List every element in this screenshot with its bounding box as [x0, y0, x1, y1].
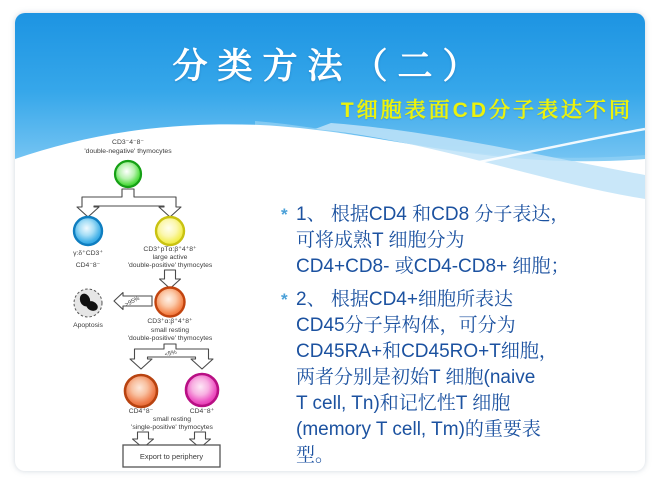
- branch-percent-label: <5%: [164, 349, 178, 359]
- down-arrow-dp-icon: [160, 270, 181, 289]
- bullet-item-2: [281, 287, 657, 469]
- gd-label-line2: CD4⁻8⁻: [75, 262, 101, 269]
- bullet-line: 两者分别是初始T 细胞(naive: [296, 367, 536, 388]
- bullet-marker: *: [281, 290, 288, 309]
- bullet-item-1: [281, 202, 657, 280]
- bullet-line: 型。: [296, 445, 335, 466]
- export-label: Export to periphery: [139, 452, 204, 461]
- single-positive-cd4-cell-icon: [125, 375, 157, 407]
- bullet-line: CD45RA+和CD45RO+T细胞，: [296, 341, 558, 362]
- double-positive-large-cell-icon: [156, 217, 184, 245]
- sp-right-label: CD4⁻8⁺: [189, 408, 215, 415]
- dn-label-line1: CD3⁻4⁻8⁻: [112, 139, 144, 146]
- dp-small-label-line3: 'double-positive' thymocytes: [127, 335, 213, 342]
- bullet-marker: *: [281, 205, 288, 224]
- double-negative-cell-icon: [115, 161, 141, 187]
- sp-label-line3: 'single-positive' thymocytes: [131, 424, 213, 431]
- presentation-slide: [15, 13, 645, 471]
- bullet-line: CD4+CD8- 或CD4-CD8+ 细胞；: [296, 256, 570, 277]
- slide-title: 分类方法（二）: [172, 47, 488, 87]
- dp-small-label-line1: CD3⁺α:β⁺4⁺8⁺: [147, 318, 193, 325]
- dp-large-label-line3: 'double-positive' thymocytes: [127, 262, 213, 269]
- bullet-list: [281, 202, 657, 476]
- slide-subtitle: T细胞表面CD分子表达不同: [340, 99, 633, 122]
- double-positive-small-cell-icon: [156, 288, 185, 317]
- gd-label-line1: γ:δ⁺CD3⁺: [73, 250, 103, 257]
- dn-label-line2: 'double-negative' thymocytes: [84, 148, 172, 155]
- bullet-line: 可将成熟T 细胞分为: [296, 230, 465, 251]
- gamma-delta-cell-icon: [74, 217, 102, 245]
- sp-left-label: CD4⁺8⁻: [128, 408, 154, 415]
- bullet-text: [296, 287, 657, 469]
- bullet-line: T cell, Tn)和记忆性T 细胞: [296, 393, 511, 414]
- dp-large-label-line1: CD3⁺pTα:β⁺4⁺8⁺: [143, 246, 197, 253]
- single-positive-cd8-cell-icon: [186, 374, 218, 406]
- bullet-line: 1、 根据CD4 和CD8 分子表达，: [296, 204, 570, 225]
- dp-small-label-line2: small resting: [150, 327, 190, 334]
- apoptosis-percent-label: >95%: [124, 295, 141, 309]
- split-arrow-dn-icon: [77, 189, 181, 217]
- sp-label-line2: small resting: [152, 416, 192, 423]
- bullet-line: (memory T cell, Tm)的重要表: [296, 419, 541, 440]
- apoptosis-label: Apoptosis: [73, 322, 103, 329]
- thymocyte-development-diagram: [55, 130, 255, 475]
- bullet-line: CD45分子异构体，可分为: [296, 315, 516, 336]
- dp-large-label-line2: large active: [152, 254, 188, 261]
- bullet-line: 2、 根据CD4+细胞所表达: [296, 289, 513, 310]
- bullet-text: [296, 202, 657, 280]
